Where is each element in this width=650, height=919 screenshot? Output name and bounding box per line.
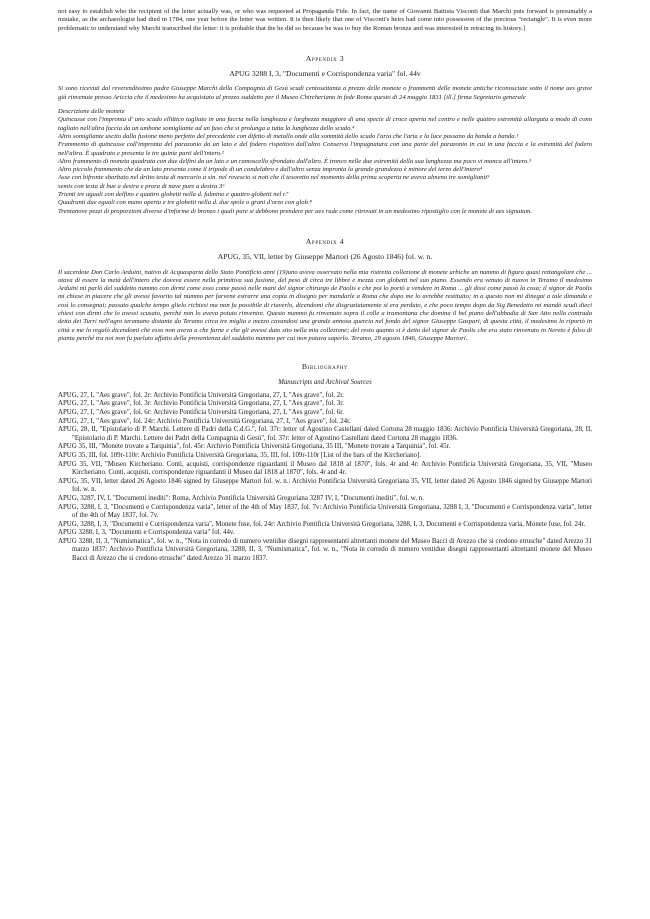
appendix-4-letter-text: Il sacerdote Don Carlo Arduini, nativo di Acquasparta dello Stato Pontificio anni (19)uno aveva osservato nella mia ristretta collezione di monete urbiche un nummo di figura quasi rettangolare che ... otava di essere la metà dell'intero che doveva essere nella primitiva sua fusione, del peso di circa tre libbre e mezza con globetti nel suo piano. Essendo era venuto di nuovo in Teramo il medesimo Arduini mi parlò del suddetto nummo con dirmi come esso come passò nelle mani del signor chirurgo de Paolis e che poi lo portò a vendere in Roma ... gli dissi come passò la cosa; il signor de Paolis mi chiese in piacere che gli avessi favorito tal nummo per farvene estrarre una copia in disegno per mandarle a Roma che dopo me lo avrebbe restituito; in a questo non mi dinegai a tale dimanda e così lo consegnai; passato qualche tempo glielo richiesi ma non fu possibile di riaverlo, dicendomi che disgraziatamente si era perduto, e che poco tempo dopo da Sig Benedetto mi mandò scudi dieci chiesi con dirmi che lo avessi scusato, perché non lo aveva potuto rinvenire. Questo nummo fu rinvenuto sopra il colle a tramontana che domina il bel piano dell'abbadia di San Atto nella contrada detta dei Turri nell'agro teramano distante da Teramo circa tre miglia e mezzo cavandosi una grande annosa quercia nel fondo del signor Giuseppe Gaspari, di questa città, il medesimo lo riportò in città e me lo regalò dicendomi che esso non aveva a che farne e che gli avessi dato sito nella mia collezione; del resto quanto si è detto del signor de Paolis che era stato rinvenuto in Nereto è falso di pianta perché tra noi non fu parlato affatto della provenienza del suddetto nummo per cui non potava saperlo. Teramo, 29 agosto 1846, Giuseppe Martori. [58,268,592,342]
coin-list-item: Quadranti due eguali con mano aperta e tre globetti nella d. due spole o grani d'orzo con glob.⁸ [58,199,312,207]
bibliography-section [58,363,592,563]
bibliography-subheading: Manuscripts and Archival Sources [278,378,372,386]
coin-list-item: Altro somigliante uscito dalla fusione meno perfetto del precedente con difetto di metallo onde alla sommità dello scudo l'aria che l'aria e la luce passano da banda a banda.¹ [58,132,519,140]
appendix-4-heading: Appendix 4 [305,236,345,246]
appendix-4-source: APUG, 35, VII, letter by Giuseppe Martori (26 Agosto 1846) fol. w. n. [217,252,433,262]
appendix-3-intro: Si sono ricevuti dal reverendissimo padre Giuseppe Marchi della Compagnia di Gesù scudi centosettanta a prezzo delle monete o frammenti delle monete antiche riconosciute sotto il nome aes grave già rinvenute presso Ariccia che il medesimo ha acquistato al prezzo suddetto per il Museo Chircheriano in fede Roma questo di 24 maggio 1831 [ill.] firma Segretario generale [58,85,592,101]
coin-list-item: Frammento di quincusse coll'impronta del parazonio da un lato e del fodero rispettivo dall'altro Conserva l'impugnatura con una parte del parazonio in cui in una faccia e la estremità del fodero nell'altra. È quadrato e presenta le tre quinte parti dell'intero.² [58,141,592,157]
coin-list-item: Altro piccolo frammento che da un lato presenta come il tripode di un candelabro e dall'altro senza impronta la grande grandezza è minore del terzo dell'intero⁴ [58,166,483,174]
bibliography-entry: APUG, 27, I, "Aes grave", fol. 2r: Archivio Pontificia Università Gregoriana, 27, I, "Aes grave", fol. 2r. [58,391,344,399]
appendix-4-section [58,238,592,343]
bibliography-entry: APUG, 28, II, "Epistolario di P. Marchi. Lettere di Padri della C.d.G.", fol. 37r: letter of Agostino Castellani dated Cortona 28 maggio 1836: Archivio Pontificia Università Gregoriana, 28, II, "Epistolario di P. Marchi. Lettere dei Padri della Compagnia di Gesù", fol. 37r: letter of Agostino Castellani dated Cortona 28 maggio 1836. [58,426,592,442]
coin-list-item: Quincusse con l'impronta d' uno scudo ellittico tagliato in una faccia nella lunghezza e larghezza maggiore di una specie di croce aperta nel centro e nelle quattro estremità allargata a modo di cono tagliato nell'altra faccia da un umbone somigliante ad un fuso che si prolunga a tutta la lunghezza dello scudo.⁴ [58,116,592,132]
bibliography-list [58,392,592,564]
appendix-3-section [58,55,592,216]
bibliography-entry: APUG 35, III, fol. 109r-110r: Archivio Pontificia Università Gregoriana, 35, III, fol. 109r-110r [List of the bars of the Kircheriano]. [58,451,421,459]
bibliography-entry: APUG, 3287, IV, I, "Documenti inediti": Roma, Archivio Pontificia Università Gregoriana 3287 IV, I, "Documenti inediti", fol. w. n. [58,494,424,502]
coin-list-item: Asse con bifronte sbarbato nel dritto testa di mercurio a sin. nel rovescio si noti che il tesoretto nel momento della prima scoperta ne aveva almeno tre somiglianti⁵ [58,174,490,182]
coin-list-item: Trienti tre uguali con delfino e quattro globetti nella d. fulmino e quattro globetti nel r.⁷ [58,191,289,199]
coin-list-item: semis con testa di bue a destra e prora di nave pure a destra 3⁶ [58,182,225,190]
bibliography-entry: APUG 3288, I, 3, "Documenti e Corrispondenza varia" fol. 44v. [58,529,235,537]
bibliography-entry: APUG 35, VII, "Museo Kircheriano. Conti, acquisti, corrispondenze riguardanti il Museo dal 1818 al 1870", fols. 4r and 4r: Archivio Pontificia Università Gregoriana, 35, VII, "Museo Kircheriano. Conti, acquisti, corrispondenze riguardanti il Museo dal 1818 al 1870", fols. 4r and 4r. [58,460,592,477]
coin-list-item: Trentanove pezzi di proporzioni diverse d'informe di bronzo i quali pure si debbono prendere per aes rude come ritrovati in un medesimo ripostiglio con le monete di aes signatum. [58,207,532,215]
bibliography-entry: APUG, 3288, I, 3, "Documenti e Corrispondenza varia", letter of the 4th of May 1837, fol. 7v: Archivio Pontificia Università Gregoriana, 3288 I, 3, "Documenti e Corrispondenza varia", letter of the 4th of May 1837, fol. 7v. [58,503,592,520]
bibliography-entry: APUG, 27, I, "Aes grave", fol. 3r: Archivio Pontificia Università Gregoriana, 27, I, "Aes grave", fol. 3r. [58,400,344,408]
coin-list-heading: Descrizione delle monete [58,108,125,116]
bibliography-entry: APUG 35, III, "Monete trovate a Tarquinia", fol. 45r: Archivio Pontificia Università Gregoriana, 35 III, "Monete trovate a Tarquinia", fol. 45r. [58,443,451,451]
bibliography-entry: APUG, 3288, I, 3, "Documenti e Corrispondenza varia", Monete fuse, fol. 24r: Archivio Pontificia Università Gregoriana, 3288, I, 3, Documenti e Corrispondenza varia, Monete fuse, fol. 24r. [58,520,586,528]
appendix-3-source: APUG 3288 I, 3, "Documenti e Corrispondenza varia" fol. 44v [229,69,421,79]
coin-list-item: Altro frammento di moneta quadrata con due delfini da un lato e un ramoscello sfrondato dall'altro. È tronco nelle due estremità della sua lunghezza ma poco vi manca all'intero.³ [58,157,531,165]
bibliography-entry: APUG, 27, I, "Aes grave", fol. 24r: Archivio Pontificia Università Gregoriana, 27, I, "Aes grave", fol. 24r. [58,417,351,425]
bibliography-entry: APUG, 27, I, "Aes grave", fol. 6r: Archivio Pontificia Università Gregoriana, 27, I, "Aes grave", fol. 6r. [58,408,344,416]
intro-paragraph: not easy to establish who the recipient of the letter actually was, or who was requested at Propaganda Fide. In fact, the name of Giovanni Battista Visconti that Marchi puts forward is presumably a mistake, as the archaeologist had died in 1784, one year before the letter was written. It is then likely that one of Visconti's heirs had come into possession of the precious "rectangle". It is even more problematic to understand why Marchi transcribed the letter: it is probable that the he did so because he was to buy the Roman bronze and was interested in retracing its history.] [58,8,592,32]
appendix-3-heading: Appendix 3 [305,53,345,63]
bibliography-entry: APUG 3288, II, 3, "Numismatica", fol. w. n., "Nota in corredo di numero ventidue disegni rappresentanti altrettanti monete del Museo Bacci di Arezzo che si credono etrusche" dated Arezzo 31 marzo 1837: Archivio Pontificia Università Gregoriana, 3288, II, 3, "Numismatica", fol. w. n., "Nota in corredo di numero ventidue disegni rappresentanti altrettanti monete del Museo Bacci di Arezzo che si credono etrusche" dated Arezzo 31 marzo 1837. [58,537,592,563]
bibliography-heading: Bibliography [301,362,349,372]
bibliography-entry: APUG, 35, VII, letter dated 26 Agosto 1846 signed by Giuseppe Martori fol. w. n.: Archivio Pontificia Università Gregoriana 35, VII, letter dated 26 Agosto 1846 signed by Giuseppe Martori fol. w. n. [58,477,592,494]
appendix-3-coin-list [58,108,592,216]
